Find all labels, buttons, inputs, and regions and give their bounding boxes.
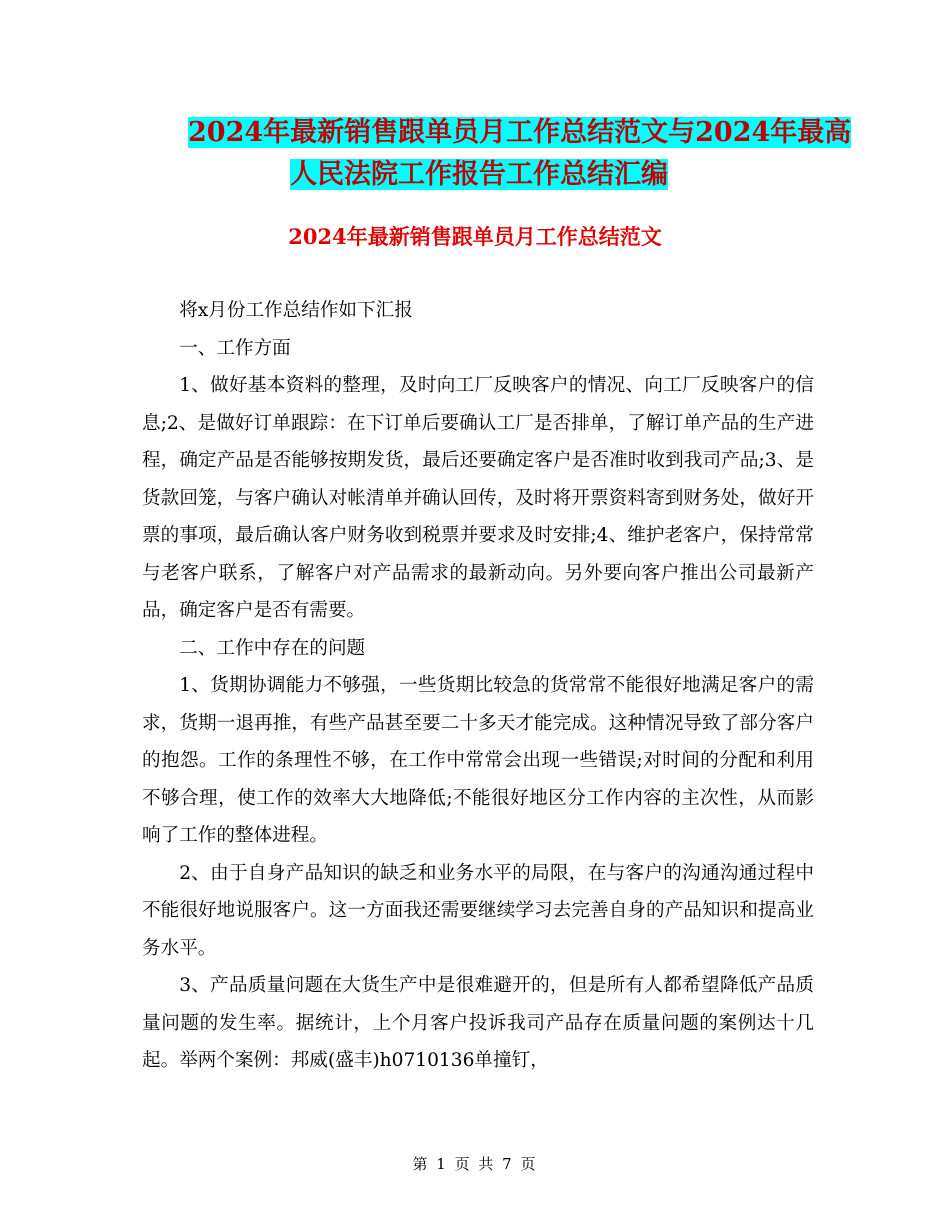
page-footer: 第 1 页 共 7 页	[412, 1155, 538, 1173]
paragraph: 将x月份工作总结作如下汇报	[179, 300, 413, 321]
paragraph: 一、工作方面	[179, 337, 291, 359]
title-line-1: 2024年最新销售跟单员月工作总结范文与2024年最高	[188, 117, 852, 148]
document-body	[142, 292, 814, 1080]
paragraph: 二、工作中存在的问题	[179, 637, 366, 659]
paragraph: 3、产品质量问题在大货生产中是很难避开的，但是所有人都希望降低产品质量问题的发生率。据统计，上个月客户投诉我司产品存在质量问题的案例达十几起。举两个案例：邦威(盛丰)h0710136单撞钉，	[142, 975, 814, 1071]
title-line-2: 人民法院工作报告工作总结汇编	[290, 159, 668, 190]
section-title: 2024年最新销售跟单员月工作总结范文	[288, 224, 662, 249]
paragraph: 1、货期协调能力不够强，一些货期比较急的货常常不能很好地满足客户的需求，货期一退再推，有些产品甚至要二十多天才能完成。这种情况导致了部分客户的抱怨。工作的条理性不够，在工作中常常会出现一些错误;对时间的分配和利用不够合理，使工作的效率大大地降低;不能很好地区分工作内容的主次性，从而影响了工作的整体进程。	[142, 675, 814, 846]
paragraph: 1、做好基本资料的整理，及时向工厂反映客户的情况、向工厂反映客户的信息;2、是做好订单跟踪：在下订单后要确认工厂是否排单，了解订单产品的生产进程，确定产品是否能够按期发货，最后还要确定客户是否准时收到我司产品;3、是货款回笼，与客户确认对帐清单并确认回传，及时将开票资料寄到财务处，做好开票的事项，最后确认客户财务收到税票并要求及时安排;4、维护老客户，保持常常与老客户联系，了解客户对产品需求的最新动向。另外要向客户推出公司最新产品，确定客户是否有需要。	[142, 375, 814, 621]
paragraph: 2、由于自身产品知识的缺乏和业务水平的局限，在与客户的沟通沟通过程中不能很好地说服客户。这一方面我还需要继续学习去完善自身的产品知识和提高业务水平。	[142, 862, 814, 959]
document-title	[140, 112, 852, 196]
